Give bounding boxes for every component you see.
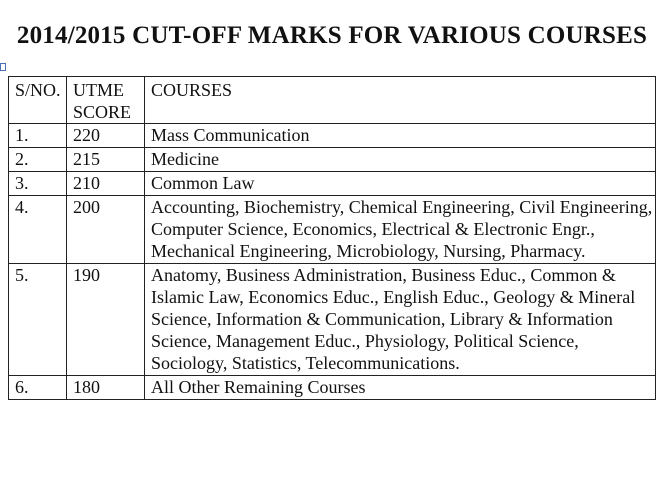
row-sno: 2. <box>9 148 67 172</box>
row-sno: 5. <box>9 264 67 376</box>
document-title: 2014/2015 CUT-OFF MARKS FOR VARIOUS COURSES <box>16 22 648 49</box>
table-row <box>9 376 656 400</box>
row-score: 180 <box>67 376 145 400</box>
row-score: 220 <box>67 124 145 148</box>
row-score: 215 <box>67 148 145 172</box>
table-row <box>9 148 656 172</box>
header-courses: COURSES <box>145 77 656 124</box>
table-row <box>9 196 656 264</box>
row-courses: All Other Remaining Courses <box>145 376 656 400</box>
row-sno: 3. <box>9 172 67 196</box>
row-sno: 4. <box>9 196 67 264</box>
anchor-marker-icon <box>0 63 6 71</box>
table-header-row <box>9 77 656 124</box>
row-score: 210 <box>67 172 145 196</box>
header-sno: S/NO. <box>9 77 67 124</box>
row-courses: Common Law <box>145 172 656 196</box>
row-sno: 6. <box>9 376 67 400</box>
row-sno: 1. <box>9 124 67 148</box>
row-score: 190 <box>67 264 145 376</box>
header-utme-score: UTME SCORE <box>67 77 145 124</box>
row-courses: Accounting, Biochemistry, Chemical Engineering, Civil Engineering, Computer Science, Economics, Electrical & Electronic Engr., Mechanical Engineering, Microbiology, Nursing, Pharmacy. <box>145 196 656 264</box>
cutoff-marks-table <box>8 76 656 400</box>
table-row <box>9 264 656 376</box>
table-row <box>9 172 656 196</box>
row-courses: Mass Communication <box>145 124 656 148</box>
row-courses: Medicine <box>145 148 656 172</box>
row-score: 200 <box>67 196 145 264</box>
table-row <box>9 124 656 148</box>
row-courses: Anatomy, Business Administration, Business Educ., Common & Islamic Law, Economics Educ., English Educ., Geology & Mineral Science, Information & Communication, Library & Information Science, Management Educ., Physiology, Political Science, Sociology, Statistics, Telecommunications. <box>145 264 656 376</box>
